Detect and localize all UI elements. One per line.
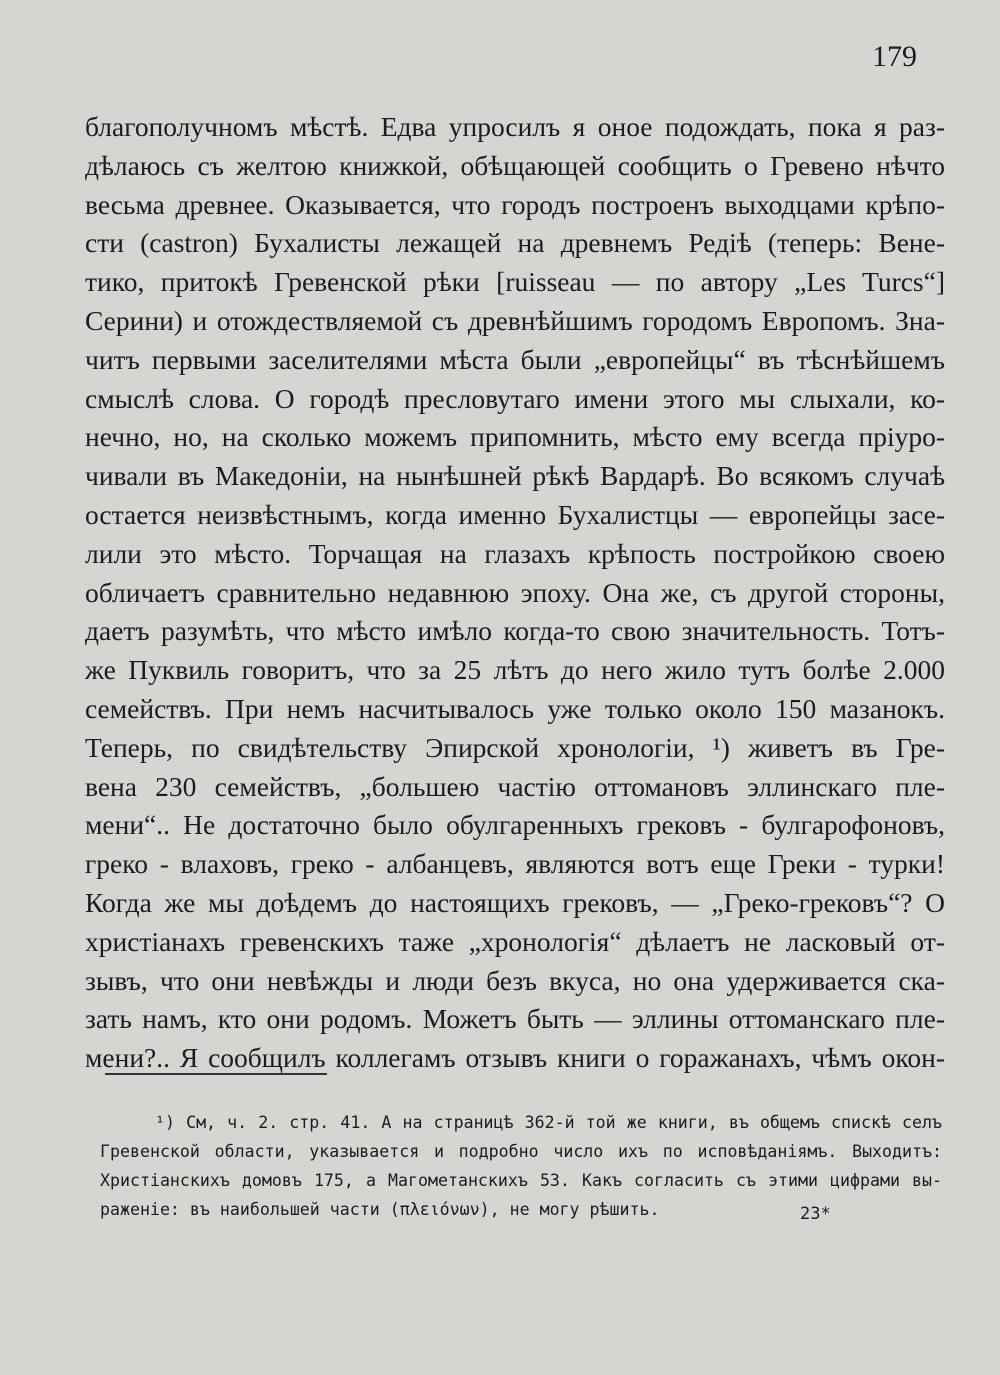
signature-mark: 23* xyxy=(800,1204,831,1224)
text-line: весьма древнее. Оказывается, что городъ построенъ выходцами крѣпо- xyxy=(85,188,945,220)
text-line: Серини) и отождествляемой съ древнѣйшимъ городомъ Европомъ. Зна- xyxy=(85,304,945,336)
text-line: благополучномъ мѣстѣ. Едва упросилъ я оное подождать, пока я раз- xyxy=(85,111,945,142)
footnote-line: раженіе: въ наибольшей части (πλειόνων), не могу рѣшить. xyxy=(100,1200,660,1219)
footnote-line: Христіанскихъ домовъ 175, а Магометанскихъ 53. Какъ согласить съ этими цифрами вы- xyxy=(100,1171,942,1190)
text-line: же Пуквиль говоритъ, что за 25 лѣтъ до него жило тутъ болѣе 2.000 xyxy=(85,654,945,686)
footnote-divider xyxy=(105,1073,327,1075)
text-line: Когда же мы доѣдемъ до настоящихъ грековъ, — „Греко-грековъ“? О xyxy=(85,886,945,918)
text-line: сти (castron) Бухалисты лежащей на древнемъ Редіѣ (теперь: Вене- xyxy=(85,227,945,259)
text-line: мени?.. Я сообщилъ коллегамъ отзывъ книги о горажанахъ, чѣмъ окон- xyxy=(85,1042,945,1074)
main-text xyxy=(85,108,945,1078)
text-line: Теперь, по свидѣтельству Эпирской хронологіи, ¹) живетъ въ Гре- xyxy=(85,731,945,763)
text-line: нечно, но, на сколько можемъ припомнить, мѣсто ему всегда пріуро- xyxy=(85,421,945,453)
footnote-line: ¹) См, ч. 2. стр. 41. А на страницѣ 362-й той же книги, въ общемъ спискѣ селъ xyxy=(155,1113,942,1132)
footnote-line: Гревенской области, указывается и подробно число ихъ по исповѣданіямъ. Выходитъ: xyxy=(100,1142,942,1161)
text-line: семействъ. При немъ насчитывалось уже только около 150 мазанокъ. xyxy=(85,692,945,724)
text-line: дѣлаюсь съ желтою книжкой, обѣщающей сообщить о Гревено нѣчто xyxy=(85,149,945,181)
text-line: обличаетъ сравнительно недавнюю эпоху. Она же, съ другой стороны, xyxy=(85,576,945,608)
text-line: чивали въ Македоніи, на нынѣшней рѣкѣ Вардарѣ. Во всякомъ случаѣ xyxy=(85,460,945,492)
text-line: тико, притокѣ Гревенской рѣки [ruisseau — по автору „Les Turcs“] xyxy=(85,266,945,298)
text-line: христіанахъ гревенскихъ таже „хронологія“ дѣлаетъ не ласковый от- xyxy=(85,925,945,957)
text-line: лили это мѣсто. Торчащая на глазахъ крѣпость постройкою своею xyxy=(85,537,945,569)
page-number: 179 xyxy=(872,40,917,73)
text-line: зать намъ, кто они родомъ. Можетъ быть — эллины оттоманскаго пле- xyxy=(85,1003,945,1035)
text-line: греко - влаховъ, греко - албанцевъ, являются вотъ еще Греки - турки! xyxy=(85,848,945,880)
text-line: даетъ разумѣть, что мѣсто имѣло когда-то свою значительность. Тотъ- xyxy=(85,615,945,647)
text-line: зывъ, что они невѣжды и люди безъ вкуса, но она удерживается ска- xyxy=(85,964,945,996)
text-line: мени“.. Не достаточно было обулгаренныхъ грековъ - булгарофоновъ, xyxy=(85,809,945,841)
text-line: смыслѣ слова. О городѣ пресловутаго имени этого мы слыхали, ко- xyxy=(85,382,945,414)
text-line: остается неизвѣстнымъ, когда именно Бухалистцы — европейцы засе- xyxy=(85,498,945,530)
text-line: вена 230 семействъ, „большею частію оттомановъ эллинскаго пле- xyxy=(85,770,945,802)
text-line: читъ первыми заселителями мѣста были „европейцы“ въ тѣснѣйшемъ xyxy=(85,343,945,375)
